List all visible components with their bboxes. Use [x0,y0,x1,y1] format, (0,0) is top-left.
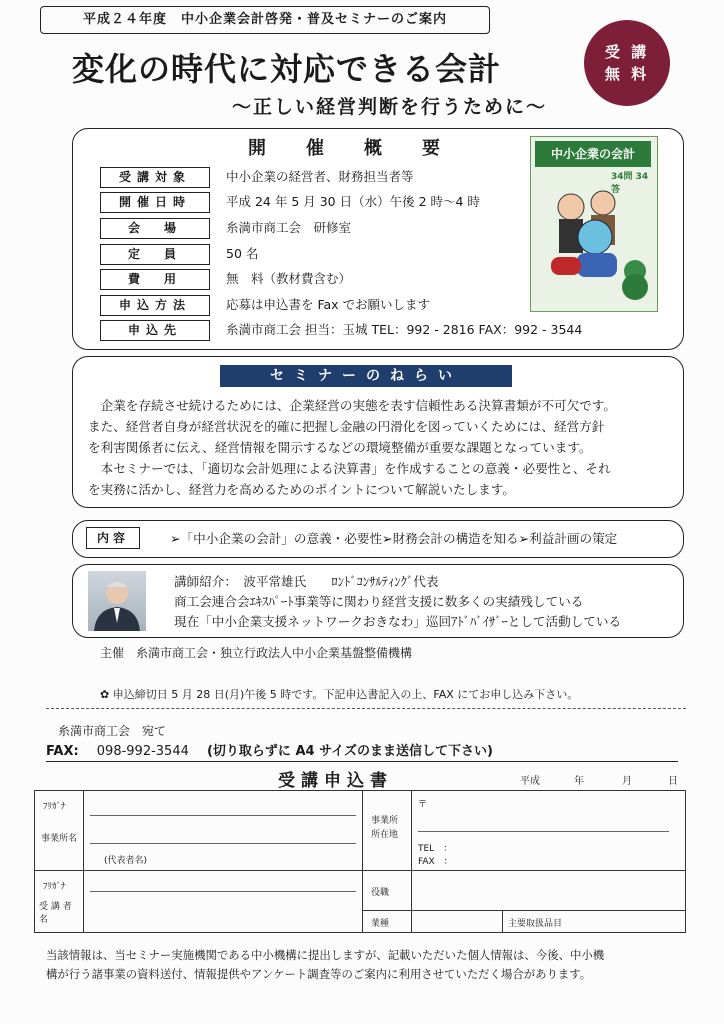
fax-field-label: FAX ： [418,857,453,867]
address-rule [418,831,669,832]
value-venue: 糸満市商工会 研修室 [226,220,352,235]
host-text: 主催 糸満市商工会・独立行政法人中小企業基盤整備機構 [100,646,413,660]
date-year: 年 [574,776,584,787]
book-cover-image [530,136,658,312]
label-datetime: 開催日時 [100,192,210,213]
badge-line-1: 受 講 [604,43,650,61]
label-venue: 会 場 [100,218,210,239]
privacy-notice [46,946,686,984]
value-method: 応募は申込書を Fax でお願いします [226,297,431,312]
cut-line [46,708,686,709]
free-badge [584,20,670,106]
page-subtitle: ～正しい経営判断を行うために～ [232,96,548,118]
attendee-label-cell [35,871,84,933]
date-month: 月 [622,776,632,787]
notice-line-2: 構が行う諸事業の資料送付、情報提供やアンケート調査等のご案内に利用させていただく場合があります。 [46,967,592,981]
aim-line-5: を実務に活かし、経営力を高めるためのポイントについて解説いたします。 [88,482,515,497]
value-contact: 糸満市商工会 担当：玉城 TEL：992 - 2816 FAX：992 - 3544 [226,322,583,337]
lecturer-current: 現在「中小企業支援ネットワークおきなわ」巡回ｱﾄﾞﾊﾞｲｻﾞｰとして活動している [174,614,622,629]
company-rule [90,843,356,844]
furigana-label: ﾌﾘｶﾞﾅ [43,802,66,812]
attendee-label: 受 講 者 名 [39,902,72,925]
label-capacity: 定 員 [100,244,210,265]
addressee: 糸満市商工会 宛て [58,724,167,738]
book-illustration [531,137,657,311]
lecturer-photo [88,571,146,631]
label-method: 申込方法 [100,295,210,316]
book-subtitle: 34問 34答 [611,172,649,195]
aim-line-3: を利害関係者に伝え、経営情報を開示するなどの環境整備が重要な課題となっています。 [88,440,592,455]
aim-heading: セミナーのねらい [220,365,512,387]
content-text: ➢「中小企業の会計」の意義・必要性➢財務会計の構造を知る➢利益計画の策定 [170,531,618,546]
attendee-field[interactable] [84,871,363,933]
content-label: 内容 [86,527,140,549]
furigana-rule [90,815,356,816]
date-day: 日 [668,776,678,787]
fax-label: FAX: [46,744,79,759]
page-title: 変化の時代に対応できる会計 [72,50,502,88]
value-capacity: 50 名 [226,246,259,261]
representative-label: (代表者名) [104,856,148,866]
address-label-cell [363,791,412,871]
notice-line-1: 当該情報は、当セミナー実施機関である中小機構に提出しますが、記載いただいた個人情報は、今後、中小機 [46,948,605,962]
fax-number: 098-992-3544 [96,744,189,759]
overview-heading: 開催概要 [248,138,480,159]
aim-body [88,395,678,500]
tel-label: TEL ： [418,844,453,854]
lecturer-career: 商工会連合会ｴｷｽﾊﾟｰﾄ事業等に関わり経営支援に数多くの実績残している [174,594,584,609]
announcement-banner: 平成２４年度 中小企業会計啓発・普及セミナーのご案内 [40,6,490,34]
address-label-1: 事業所 [371,816,399,826]
label-target: 受講対象 [100,167,210,188]
aim-line-4: 本セミナーでは、「適切な会計処理による決算書」を作成することの意義・必要性と、それ [88,461,611,476]
address-label-2: 所在地 [371,830,399,840]
fax-note: (切り取らずに A4 サイズのまま送信して下さい) [206,744,493,759]
company-field[interactable] [84,791,363,871]
value-datetime: 平成 24 年 5 月 30 日（水）午後 2 時～4 時 [226,194,480,209]
label-fee: 費 用 [100,269,210,290]
company-label-cell [35,791,84,871]
form-title: 受講申込書 [278,771,393,791]
products-label: 主要取扱品目 [508,919,563,929]
company-label: 事業所名 [41,834,78,844]
industry-label-cell [363,911,412,933]
position-label: 役職 [371,888,390,898]
value-target: 中小企業の経営者、財務担当者等 [226,169,414,184]
lecturer-intro: 講師紹介： 波平常雄氏 ﾛﾝﾄﾞｺﾝｻﾙﾃｨﾝｸﾞ代表 [174,574,439,589]
position-field[interactable] [412,871,686,911]
value-fee: 無 料（教材費含む） [226,271,352,286]
products-divider [502,911,503,932]
date-era: 平成 [520,776,540,787]
book-title: 中小企業の会計 [535,141,651,167]
industry-products-field[interactable] [412,911,686,933]
aim-line-1: 企業を存続させ続けるためには、企業経営の実態を表す信頼性ある決算書類が不可欠です。 [88,398,616,413]
lecturer-portrait [88,571,146,631]
deadline-text: ✿ 申込締切日 5 月 28 日(月)午後 5 時です。下記申込書記入の上、FAX にてお申し込み下さい。 [100,688,579,701]
label-contact: 申込先 [100,320,210,341]
postal-mark: 〒 [418,800,428,810]
fax-line [46,740,678,762]
position-label-cell [363,871,412,911]
attendee-rule [90,891,356,892]
address-field[interactable] [412,791,686,871]
badge-line-2: 無 料 [604,65,650,83]
aim-line-2: また、経営者自身が経営状況を的確に把握し金融の円滑化を図っていくためには、経営方針 [88,419,605,434]
application-form [34,790,686,933]
industry-label: 業種 [371,919,390,929]
attendee-furigana-label: ﾌﾘｶﾞﾅ [43,882,66,892]
